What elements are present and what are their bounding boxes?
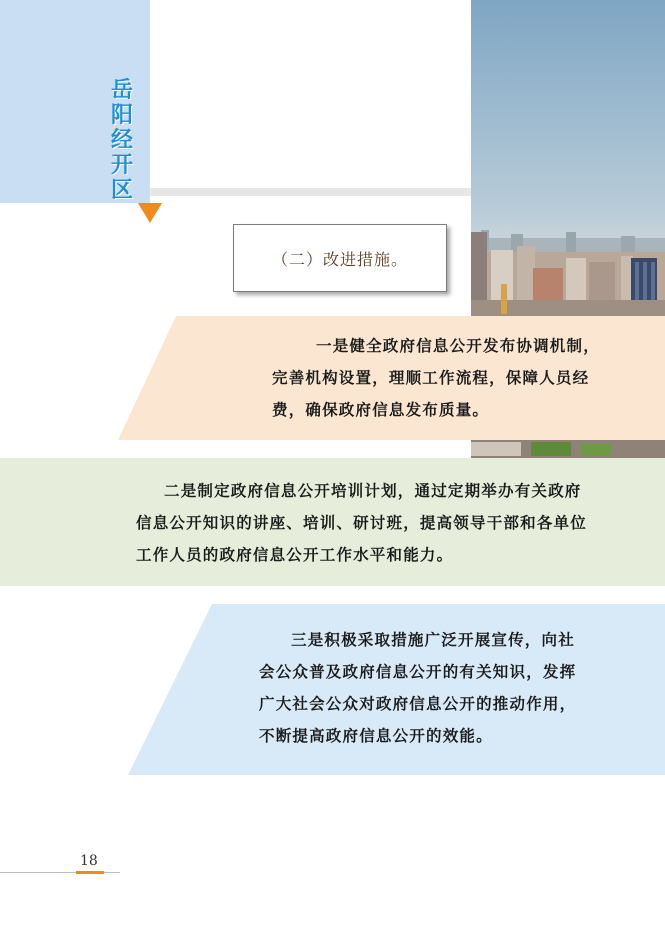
section-heading: （二）改进措施。 [271,250,408,269]
paragraph-line: 广大社会公众对政府信息公开的推动作用， [259,695,577,713]
paragraph-line: 费，确保政府信息发布质量。 [272,401,490,419]
paragraph-3 [259,624,576,752]
paragraph-1 [272,330,600,426]
paragraph-line: 一是健全政府信息公开发布协调机制， [316,337,600,355]
paragraph-line: 会公众普及政府信息公开的有关知识，发挥 [259,663,577,681]
sidebar-title: 岳阳经开区 [110,77,133,203]
footer-accent [76,871,104,874]
paragraph-line: 三是积极采取措施广泛开展宣传，向社 [291,631,575,649]
paragraph-line: 工作人员的政府信息公开工作水平和能力。 [136,546,454,564]
page-number: 18 [80,853,98,869]
paragraph-line: 二是制定政府信息公开培训计划，通过定期举办有关政府 [164,482,582,500]
paragraph-line: 信息公开知识的讲座、培训、研讨班，提高领导干部和各单位 [136,514,587,532]
paragraph-line: 不断提高政府信息公开的效能。 [259,727,493,745]
paragraph-line: 完善机构设置，理顺工作流程，保障人员经 [272,369,590,387]
paragraph-2 [136,475,587,571]
